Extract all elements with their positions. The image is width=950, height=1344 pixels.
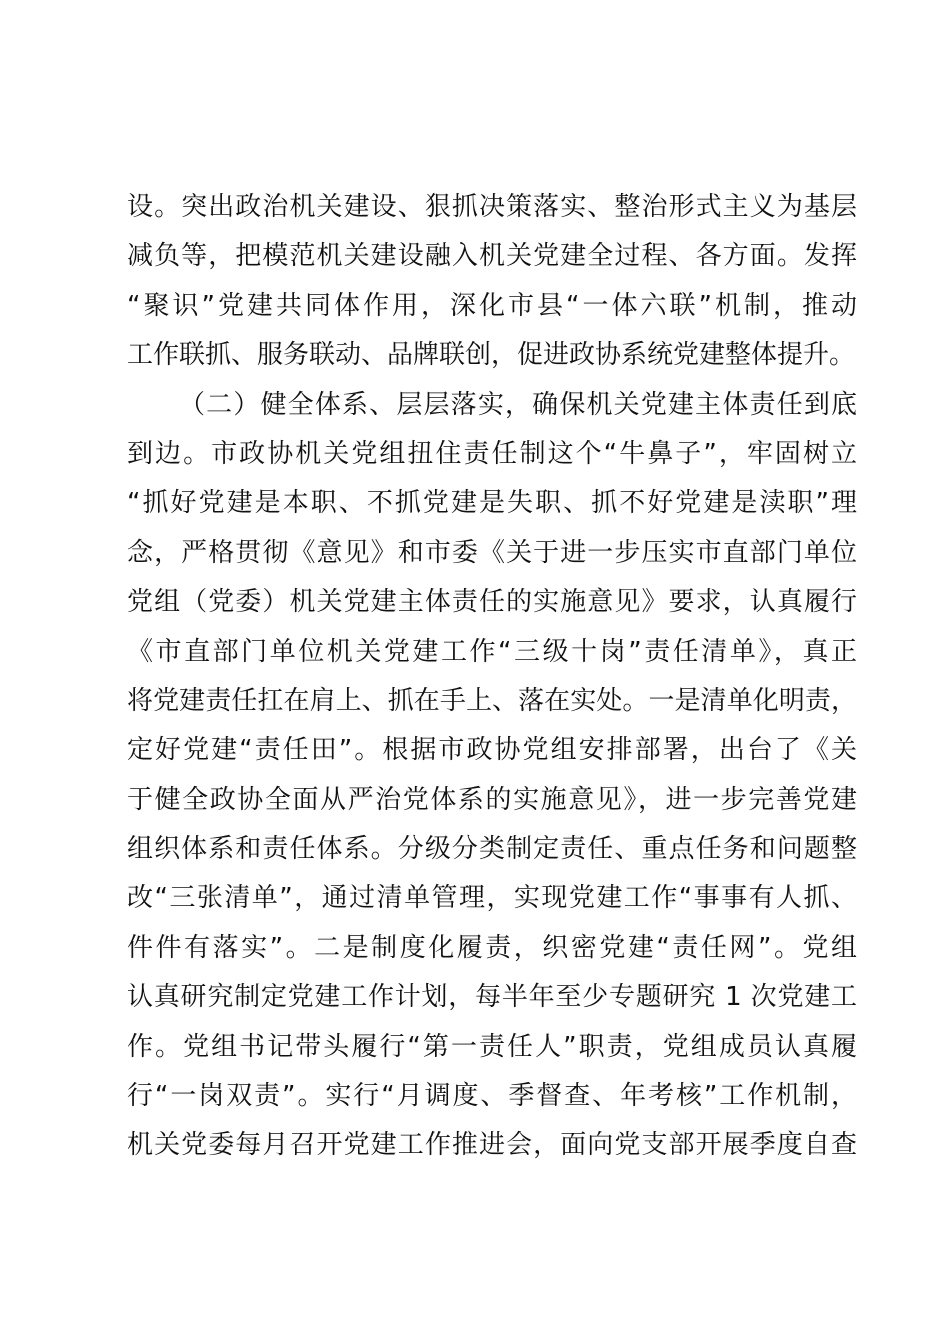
text-line-9: 党组（党委）机关党建主体责任的实施意见》要求，认真履行 xyxy=(127,587,857,618)
text-line-1: 设。突出政治机关建设、狠抓决策落实、整治形式主义为基层 xyxy=(127,192,857,222)
text-line-8: 念，严格贯彻《意见》和市委《关于进一步压实市直部门单位 xyxy=(127,537,857,568)
section-heading-line: （二）健全体系、层层落实，确保机关党建主体责任到底 xyxy=(179,389,857,420)
text-line-20: 机关党委每月召开党建工作推进会，面向党支部开展季度自查 xyxy=(127,1130,857,1161)
text-line-3: “聚识”党建共同体作用，深化市县“一体六联”机制，推动 xyxy=(127,290,857,321)
body-text xyxy=(127,183,857,1171)
text-line-6: 到边。市政协机关党组扭住责任制这个“牛鼻子”，牢固树立 xyxy=(127,438,857,469)
text-line-13: 于健全政协全面从严治党体系的实施意见》，进一步完善党建 xyxy=(127,784,857,815)
text-line-16: 件件有落实”。二是制度化履责，织密党建“责任网”。党组 xyxy=(127,932,857,963)
text-line-12: 定好党建“责任田”。根据市政协党组安排部署，出台了《关 xyxy=(127,735,857,766)
text-line-14: 组织体系和责任体系。分级分类制定责任、重点任务和问题整 xyxy=(127,834,857,865)
text-line-2: 减负等，把模范机关建设融入机关党建全过程、各方面。发挥 xyxy=(127,241,857,272)
text-line-19: 行“一岗双责”。实行“月调度、季督查、年考核”工作机制， xyxy=(127,1081,857,1112)
text-line-4: 工作联抓、服务联动、品牌联创，促进政协系统党建整体提升。 xyxy=(127,340,856,371)
text-line-10: 《市直部门单位机关党建工作“三级十岗”责任清单》，真正 xyxy=(127,636,857,667)
text-line-7: “抓好党建是本职、不抓党建是失职、抓不好党建是渎职”理 xyxy=(127,488,857,519)
text-line-11: 将党建责任扛在肩上、抓在手上、落在实处。一是清单化明责， xyxy=(127,685,857,716)
text-line-17: 认真研究制定党建工作计划，每半年至少专题研究 1 次党建工 xyxy=(127,982,857,1013)
text-line-18: 作。党组书记带头履行“第一责任人”职责，党组成员认真履 xyxy=(127,1031,857,1062)
text-line-15: 改“三张清单”，通过清单管理，实现党建工作“事事有人抓、 xyxy=(127,883,857,914)
